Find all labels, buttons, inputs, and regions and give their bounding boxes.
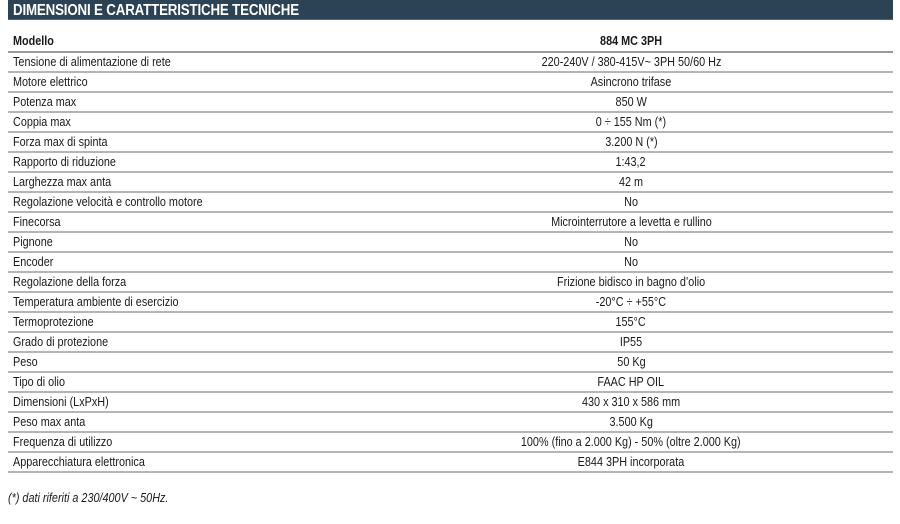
spec-value-cell [343, 92, 893, 112]
spec-label: Encoder [13, 254, 54, 269]
spec-label: Temperatura ambiente di esercizio [13, 294, 179, 309]
footnote: (*) dati riferiti a 230/400V ~ 50Hz. [8, 491, 169, 505]
table-row [8, 432, 893, 452]
spec-value: Frizione bidisco in bagno d’olio [556, 274, 706, 289]
spec-label: Potenza max [13, 94, 77, 109]
table-row [8, 112, 893, 132]
table-row [8, 132, 893, 152]
spec-value-cell [343, 432, 893, 452]
spec-label: Apparecchiatura elettronica [13, 454, 145, 469]
spec-value-cell [343, 352, 893, 372]
spec-value: 3.500 Kg [609, 414, 653, 429]
spec-value: 220-240V / 380-415V~ 3PH 50/60 Hz [541, 54, 721, 69]
spec-value: FAAC HP OIL [597, 374, 665, 389]
spec-label: Finecorsa [13, 214, 61, 229]
spec-value: 430 x 310 x 586 mm [581, 394, 681, 409]
spec-value-cell [343, 452, 893, 472]
spec-value-cell [343, 292, 893, 312]
spec-label: Motore elettrico [13, 74, 88, 89]
table-row [8, 192, 893, 212]
spec-label: Peso max anta [13, 414, 86, 429]
spec-value-cell [343, 212, 893, 232]
spec-label-cell [8, 212, 343, 232]
specifications-table [8, 32, 893, 473]
spec-label-cell [8, 132, 343, 152]
spec-value: 100% (fino a 2.000 Kg) - 50% (oltre 2.000 Kg) [521, 434, 741, 449]
column-header-label [8, 32, 343, 52]
spec-label-cell [8, 272, 343, 292]
table-row [8, 292, 893, 312]
column-header-model: Modello [13, 34, 54, 49]
table-row [8, 172, 893, 192]
table-header-row [8, 32, 893, 52]
spec-label: Dimensioni (LxPxH) [13, 394, 109, 409]
section-header-bar [8, 0, 893, 20]
spec-value-cell [343, 272, 893, 292]
section-title: DIMENSIONI E CARATTERISTICHE TECNICHE [13, 2, 299, 19]
column-header-model-name: 884 MC 3PH [599, 34, 662, 49]
spec-label-cell [8, 112, 343, 132]
spec-label-cell [8, 412, 343, 432]
spec-value-cell [343, 132, 893, 152]
spec-label-cell [8, 172, 343, 192]
table-row [8, 372, 893, 392]
spec-value-cell [343, 332, 893, 352]
table-row [8, 92, 893, 112]
table-row [8, 52, 893, 72]
spec-label: Regolazione della forza [13, 274, 127, 289]
spec-value: E844 3PH incorporata [577, 454, 685, 469]
spec-label-cell [8, 152, 343, 172]
table-row [8, 352, 893, 372]
spec-value-cell [343, 52, 893, 72]
spec-label-cell [8, 372, 343, 392]
spec-label: Tipo di olio [13, 374, 65, 389]
table-row [8, 332, 893, 352]
table-row [8, 72, 893, 92]
spec-value: No [624, 254, 638, 269]
spec-value-cell [343, 412, 893, 432]
table-row [8, 392, 893, 412]
spec-value: -20°C ÷ +55°C [595, 294, 667, 309]
spec-label-cell [8, 52, 343, 72]
spec-value-cell [343, 72, 893, 92]
spec-label: Termoprotezione [13, 314, 94, 329]
spec-value-cell [343, 172, 893, 192]
spec-label-cell [8, 452, 343, 472]
spec-label: Grado di protezione [13, 334, 109, 349]
spec-value: 155°C [615, 314, 647, 329]
table-row [8, 232, 893, 252]
spec-label-cell [8, 332, 343, 352]
spec-label-cell [8, 232, 343, 252]
spec-label: Forza max di spinta [13, 134, 108, 149]
spec-value: 1:43,2 [615, 154, 647, 169]
spec-label-cell [8, 352, 343, 372]
spec-label-cell [8, 432, 343, 452]
spec-label-cell [8, 392, 343, 412]
spec-value: 42 m [618, 174, 644, 189]
table-row [8, 412, 893, 432]
spec-value: No [624, 234, 638, 249]
spec-label: Regolazione velocità e controllo motore [13, 194, 203, 209]
spec-label: Peso [13, 354, 38, 369]
spec-label-cell [8, 192, 343, 212]
spec-value-cell [343, 372, 893, 392]
table-row [8, 152, 893, 172]
spec-value-cell [343, 312, 893, 332]
spec-value-cell [343, 252, 893, 272]
spec-value-cell [343, 152, 893, 172]
table-row [8, 272, 893, 292]
spec-value: No [624, 194, 638, 209]
spec-label: Coppia max [13, 114, 71, 129]
table-row [8, 312, 893, 332]
spec-label-cell [8, 72, 343, 92]
spec-value-cell [343, 112, 893, 132]
table-row [8, 212, 893, 232]
spec-value: IP55 [619, 334, 643, 349]
spec-label: Frequenza di utilizzo [13, 434, 113, 449]
spec-label: Rapporto di riduzione [13, 154, 116, 169]
spec-value-cell [343, 232, 893, 252]
spec-label: Larghezza max anta [13, 174, 112, 189]
spec-value-cell [343, 192, 893, 212]
spec-value: 850 W [615, 94, 647, 109]
spec-label-cell [8, 292, 343, 312]
spec-value: 50 Kg [616, 354, 646, 369]
column-header-value [343, 32, 893, 52]
spec-label-cell [8, 312, 343, 332]
spec-value: 0 ÷ 155 Nm (*) [595, 114, 667, 129]
table-row [8, 252, 893, 272]
table-row [8, 452, 893, 472]
spec-value-cell [343, 392, 893, 412]
spec-label-cell [8, 92, 343, 112]
spec-label: Pignone [13, 234, 53, 249]
spec-value: Asincrono trifase [590, 74, 672, 89]
spec-value: Microinterrutore a levetta e rullino [550, 214, 712, 229]
spec-label: Tensione di alimentazione di rete [13, 54, 171, 69]
spec-value: 3.200 N (*) [604, 134, 658, 149]
spec-label-cell [8, 252, 343, 272]
